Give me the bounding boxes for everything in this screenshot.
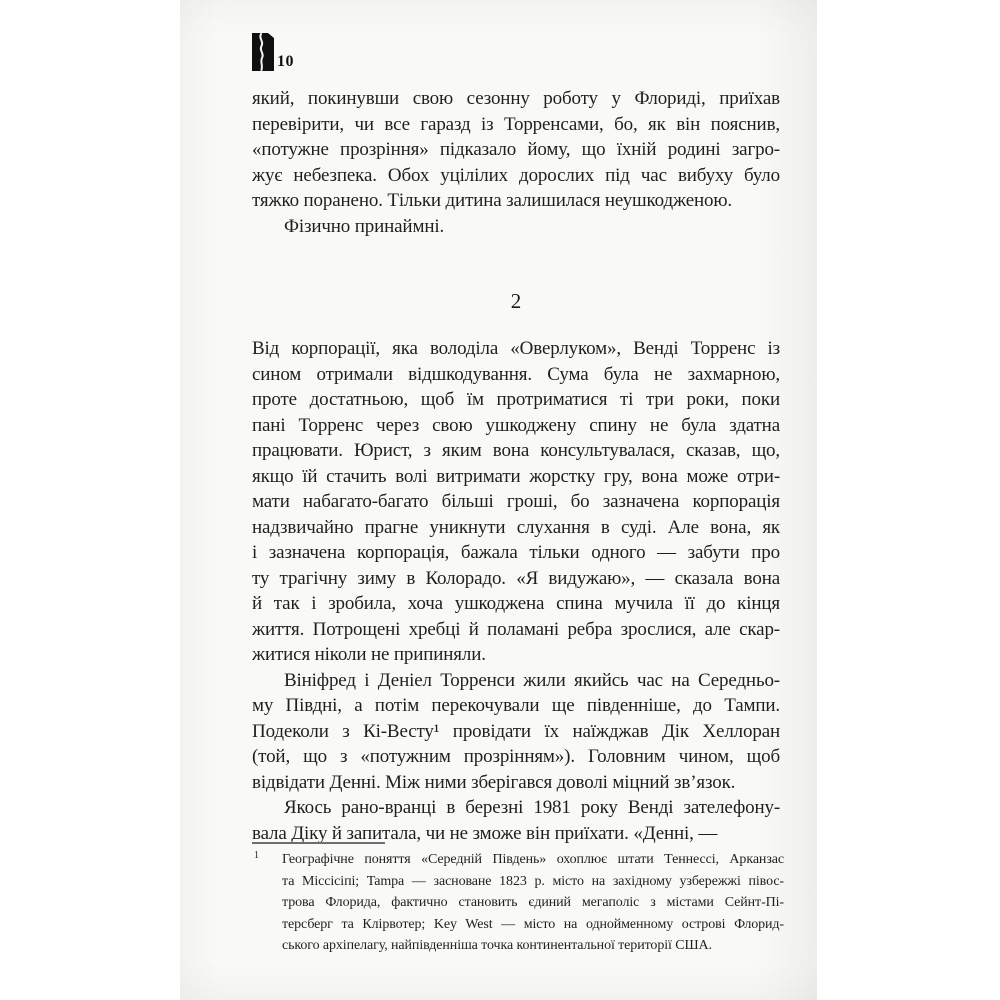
- text-line: «потужне прозріння» підказало йому, що їхній родині загро-: [252, 139, 780, 160]
- text-line: проте достатньою, щоб їм протриматися ті три роки, поки: [252, 389, 780, 410]
- footnote-line: терсберг та Клірвотер; Key West — місто на однойменному острові Флорид-: [282, 916, 784, 932]
- text-line: (той, що з «потужним прозрінням»). Головним чином, щоб: [252, 746, 780, 767]
- section-heading-row: [252, 288, 780, 315]
- paragraph-5: [252, 795, 780, 846]
- paragraph-4: [252, 668, 780, 796]
- text-block-top: [252, 86, 780, 239]
- text-line: жує небезпека. Обох уцілілих дорослих під час вибуху було: [252, 164, 780, 186]
- text-line: життя. Потрощені хребці й поламані ребра зрослися, але скар-: [252, 618, 780, 640]
- footnote-line: та Міссісіпі; Tampa — засноване 1823 р. місто на західному узбережжі півос-: [282, 873, 784, 889]
- text-line: тяжко поранено. Тільки дитина залишилася неушкодженою.: [252, 190, 732, 211]
- text-line: працювати. Юрист, з яким вона консультувалася, сказав, що,: [252, 440, 780, 461]
- flame-ornament-icon: [252, 33, 274, 71]
- text-line: перевірити, чи все гаразд із Торренсами, бо, як він пояснив,: [252, 113, 780, 135]
- text-line: мати набагато-багато більші гроші, бо зазначена корпорація: [252, 491, 780, 512]
- text-line: ту трагічну зиму в Колорадо. «Я видужаю», — сказала вона: [252, 567, 780, 589]
- footnote-text: [282, 849, 784, 957]
- footnote-separator-rule: [252, 842, 385, 844]
- text-line: пані Торренс через свою ушкоджену спину не була здатна: [252, 414, 780, 436]
- paragraph-3: [252, 336, 780, 668]
- footnote-marker: 1: [254, 850, 259, 861]
- paragraph-2: [252, 214, 780, 240]
- text-line: який, покинувши свою сезонну роботу у Флориді, приїхав: [252, 88, 780, 109]
- book-page-scan: [180, 0, 817, 1000]
- text-line: му Півдні, а потім перекочували ще південніше, до Тампи.: [252, 695, 780, 716]
- text-line: Подеколи з Кі-Весту¹ провідати їх наїжджав Дік Хеллоран: [252, 720, 780, 742]
- text-line: сином отримали відшкодування. Сума була не захмарною,: [252, 363, 780, 385]
- footnote: [252, 849, 784, 957]
- section-heading: 2: [510, 289, 522, 313]
- text-block-main: [252, 336, 780, 846]
- text-line: відвідати Денні. Між ними зберігався доволі міцний зв’язок.: [252, 771, 736, 793]
- text-line: і зазначена корпорація, бажала тільки одного — забути про: [252, 542, 780, 563]
- text-line: якщо їй стачить волі витримати жорстку гру, вона може отри-: [252, 465, 780, 487]
- text-line: й так і зробила, хоча ушкоджена спина мучила її до кінця: [252, 593, 780, 614]
- footnote-line: ського архіпелагу, найпівденніша точка континентальної території США.: [282, 938, 712, 953]
- page-number: 10: [277, 53, 294, 70]
- footnote-line: трова Флорида, фактично становить єдиний мегаполіс з містами Сейнт-Пі-: [282, 895, 784, 910]
- text-line: вала Діку й запитала, чи не зможе він приїхати. «Денні, —: [252, 822, 718, 844]
- text-line: Від корпорації, яка володіла «Оверлуком», Венді Торренс із: [252, 338, 780, 359]
- text-line: Якось рано-вранці в березні 1981 року Венді зателефону-: [284, 797, 780, 818]
- paragraph-1: [252, 86, 780, 214]
- text-line: Фізично принаймні.: [284, 215, 445, 237]
- text-line: надзвичайно прагне уникнути слухання в суді. Але вона, як: [252, 516, 780, 538]
- text-line: житися ніколи не припиняли.: [252, 644, 486, 665]
- text-line: Вініфред і Деніел Торренси жили якийсь час на Середньо-: [284, 669, 780, 691]
- footnote-line: Географічне поняття «Середній Південь» охоплює штати Теннессі, Арканзас: [282, 852, 784, 867]
